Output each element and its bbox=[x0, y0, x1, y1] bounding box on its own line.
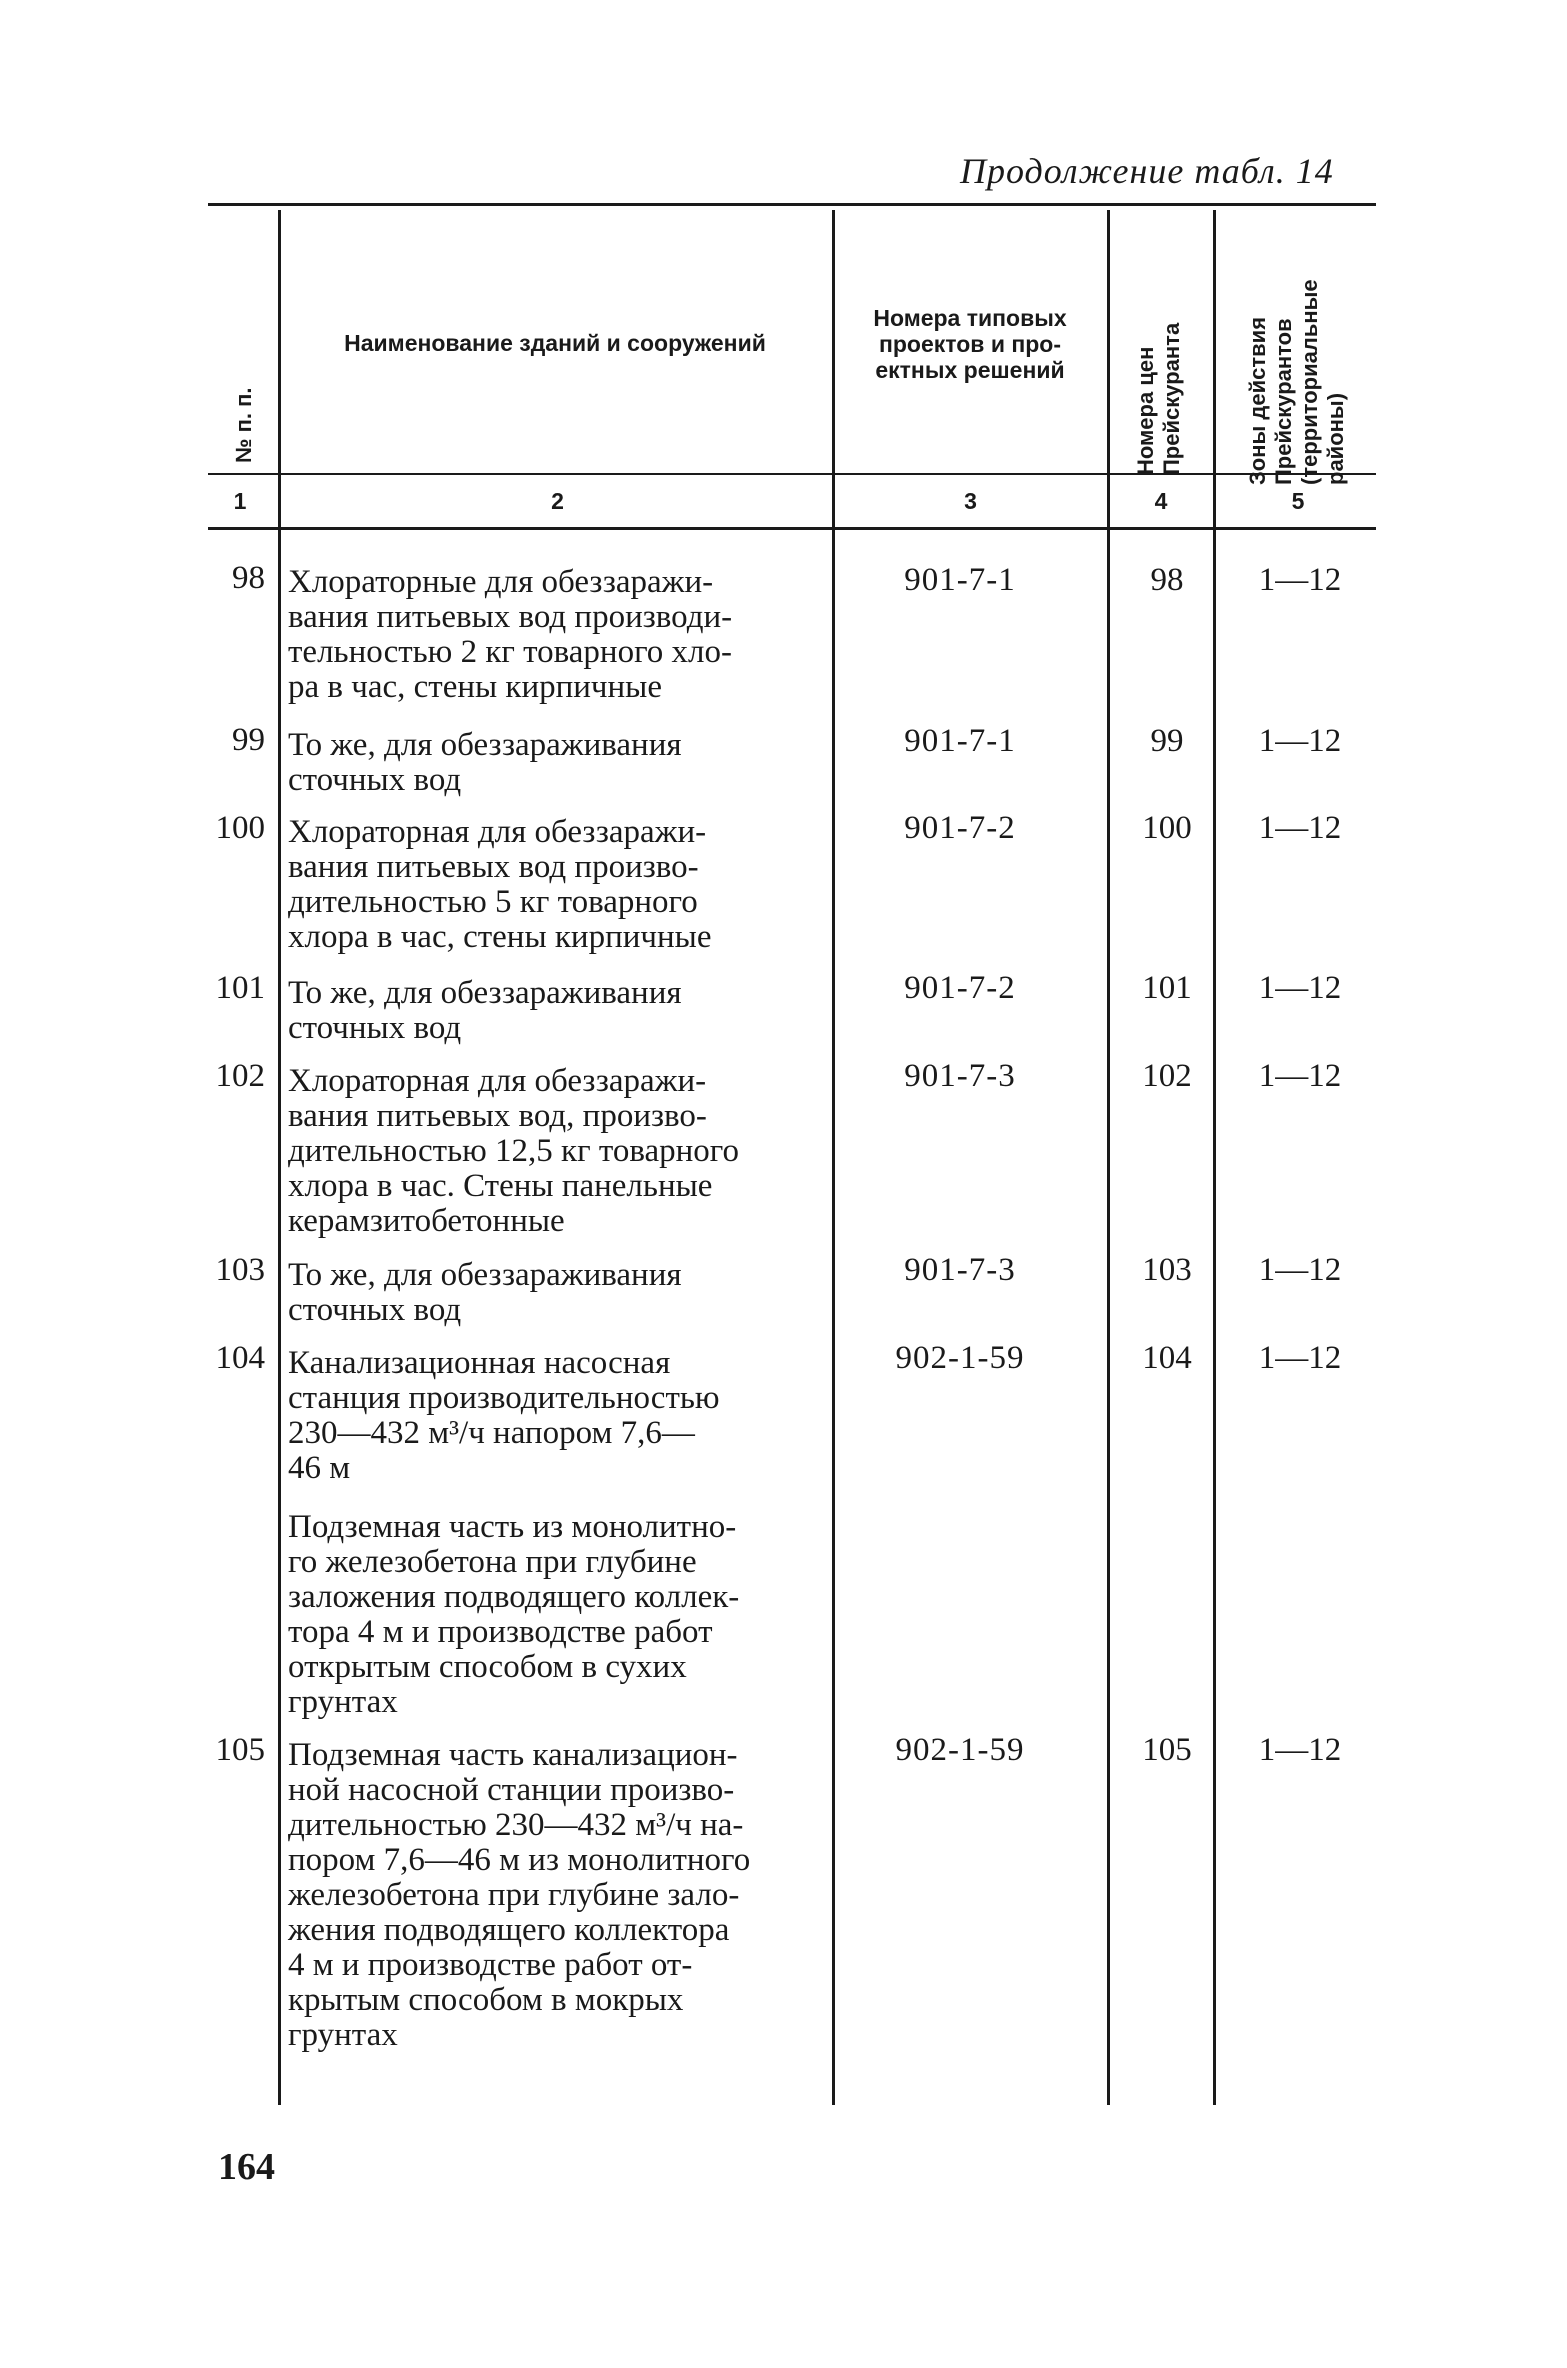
row-number: 102 bbox=[215, 1058, 265, 1094]
row-price: 99 bbox=[1150, 723, 1184, 759]
row-number: 104 bbox=[215, 1340, 265, 1376]
name-line: Хлораторная для обеззаражи- bbox=[288, 1063, 707, 1099]
row-name bbox=[288, 1738, 828, 2053]
row-project: 902-1-59 bbox=[895, 1340, 1025, 1376]
row-zone: 1—12 bbox=[1258, 1252, 1342, 1288]
name-line: го железобетона при глубине bbox=[288, 1544, 697, 1580]
header-zones bbox=[1245, 225, 1355, 485]
name-line: дительностью 12,5 кг товарного bbox=[288, 1133, 740, 1169]
table-top-rule bbox=[208, 203, 1376, 206]
page-number: 164 bbox=[218, 2146, 275, 2188]
row-name bbox=[288, 728, 828, 798]
header-row-number: № п. п. bbox=[231, 387, 256, 463]
row-price: 98 bbox=[1150, 562, 1184, 598]
name-line: крытым способом в мокрых bbox=[288, 1982, 684, 2018]
name-line: станция производительностью bbox=[288, 1380, 720, 1416]
column-numbers-rule bbox=[208, 527, 1376, 530]
row-name bbox=[288, 976, 828, 1046]
name-line: Подземная часть из монолитно- bbox=[288, 1509, 737, 1545]
column-separator-3 bbox=[1107, 210, 1110, 2105]
name-line: сточных вод bbox=[288, 1292, 462, 1328]
row-zone: 1—12 bbox=[1258, 723, 1342, 759]
row-price: 103 bbox=[1142, 1252, 1192, 1288]
header-price-numbers-text: Номера цен Прейскуранта bbox=[1133, 322, 1184, 475]
name-line: дительностью 5 кг товарного bbox=[288, 884, 698, 920]
row-number: 98 bbox=[232, 560, 265, 596]
name-line: То же, для обеззараживания bbox=[288, 975, 682, 1011]
column-number-5: 5 bbox=[1291, 488, 1305, 514]
row-project: 901-7-2 bbox=[904, 810, 1016, 846]
row-name bbox=[288, 565, 828, 705]
row-price: 101 bbox=[1142, 970, 1192, 1006]
row-name bbox=[288, 1258, 828, 1328]
column-number-4: 4 bbox=[1154, 488, 1168, 514]
row-price: 105 bbox=[1142, 1732, 1192, 1768]
name-line: грунтах bbox=[288, 2017, 398, 2053]
column-separator-2 bbox=[832, 210, 835, 2105]
row-name bbox=[288, 1346, 828, 1486]
row-name bbox=[288, 1064, 828, 1239]
column-number-1: 1 bbox=[233, 488, 247, 514]
row-project: 901-7-1 bbox=[904, 562, 1016, 598]
row-number: 103 bbox=[215, 1252, 265, 1288]
row-zone: 1—12 bbox=[1258, 562, 1342, 598]
column-separator-1 bbox=[278, 210, 281, 2105]
name-line: керамзитобетонные bbox=[288, 1203, 565, 1239]
header-zones-text: Зоны действия Прейскурантов (территориальные районы) bbox=[1245, 279, 1348, 485]
name-line: 46 м bbox=[288, 1450, 351, 1486]
header-bottom-rule bbox=[208, 473, 1376, 475]
name-line: Подземная часть канализацион- bbox=[288, 1737, 738, 1773]
name-line: вания питьевых вод, произво- bbox=[288, 1098, 707, 1134]
row-price: 104 bbox=[1142, 1340, 1192, 1376]
name-line: ной насосной станции произво- bbox=[288, 1772, 735, 1808]
row-project: 901-7-3 bbox=[904, 1058, 1016, 1094]
row-project: 902-1-59 bbox=[895, 1732, 1025, 1768]
row-number: 99 bbox=[232, 722, 265, 758]
header-project-numbers: Номера типовых проектов и про- ектных решений bbox=[873, 305, 1067, 383]
name-line: хлора в час, стены кирпичные bbox=[288, 919, 712, 955]
row-project: 901-7-1 bbox=[904, 723, 1016, 759]
name-line: Хлораторные для обеззаражи- bbox=[288, 564, 714, 600]
name-line: открытым способом в сухих bbox=[288, 1649, 687, 1685]
table-caption: Продолжение табл. 14 bbox=[960, 151, 1334, 191]
row-zone: 1—12 bbox=[1258, 1732, 1342, 1768]
name-line: железобетона при глубине зало- bbox=[288, 1877, 740, 1913]
column-number-2: 2 bbox=[551, 488, 564, 514]
row-number: 100 bbox=[215, 810, 265, 846]
name-line: То же, для обеззараживания bbox=[288, 1257, 682, 1293]
name-line: вания питьевых вод производи- bbox=[288, 599, 733, 635]
row-name-subitem bbox=[288, 1510, 828, 1720]
row-price: 100 bbox=[1142, 810, 1192, 846]
row-project: 901-7-2 bbox=[904, 970, 1016, 1006]
column-number-3: 3 bbox=[964, 488, 977, 514]
name-line: заложения подводящего коллек- bbox=[288, 1579, 740, 1615]
row-price: 102 bbox=[1142, 1058, 1192, 1094]
row-zone: 1—12 bbox=[1258, 1058, 1342, 1094]
row-name bbox=[288, 815, 828, 955]
header-building-name: Наименование зданий и сооружений bbox=[344, 330, 766, 356]
name-line: 230—432 м³/ч напором 7,6— bbox=[288, 1415, 695, 1451]
name-line: дительностью 230—432 м³/ч на- bbox=[288, 1807, 744, 1843]
row-number: 101 bbox=[215, 970, 265, 1006]
name-line: грунтах bbox=[288, 1684, 398, 1720]
name-line: жения подводящего коллектора bbox=[288, 1912, 730, 1948]
name-line: тора 4 м и производстве работ bbox=[288, 1614, 713, 1650]
name-line: тельностью 2 кг товарного хло- bbox=[288, 634, 733, 670]
name-line: хлора в час. Стены панельные bbox=[288, 1168, 713, 1204]
column-separator-4 bbox=[1213, 210, 1216, 2105]
name-line: сточных вод bbox=[288, 762, 462, 798]
row-zone: 1—12 bbox=[1258, 810, 1342, 846]
name-line: То же, для обеззараживания bbox=[288, 727, 682, 763]
name-line: ра в час, стены кирпичные bbox=[288, 669, 663, 705]
name-line: вания питьевых вод произво- bbox=[288, 849, 699, 885]
name-line: пором 7,6—46 м из монолитного bbox=[288, 1842, 751, 1878]
name-line: 4 м и производстве работ от- bbox=[288, 1947, 693, 1983]
row-zone: 1—12 bbox=[1258, 970, 1342, 1006]
row-number: 105 bbox=[215, 1732, 265, 1768]
header-price-numbers bbox=[1133, 235, 1187, 475]
row-zone: 1—12 bbox=[1258, 1340, 1342, 1376]
row-project: 901-7-3 bbox=[904, 1252, 1016, 1288]
name-line: сточных вод bbox=[288, 1010, 462, 1046]
name-line: Канализационная насосная bbox=[288, 1345, 671, 1381]
name-line: Хлораторная для обеззаражи- bbox=[288, 814, 707, 850]
